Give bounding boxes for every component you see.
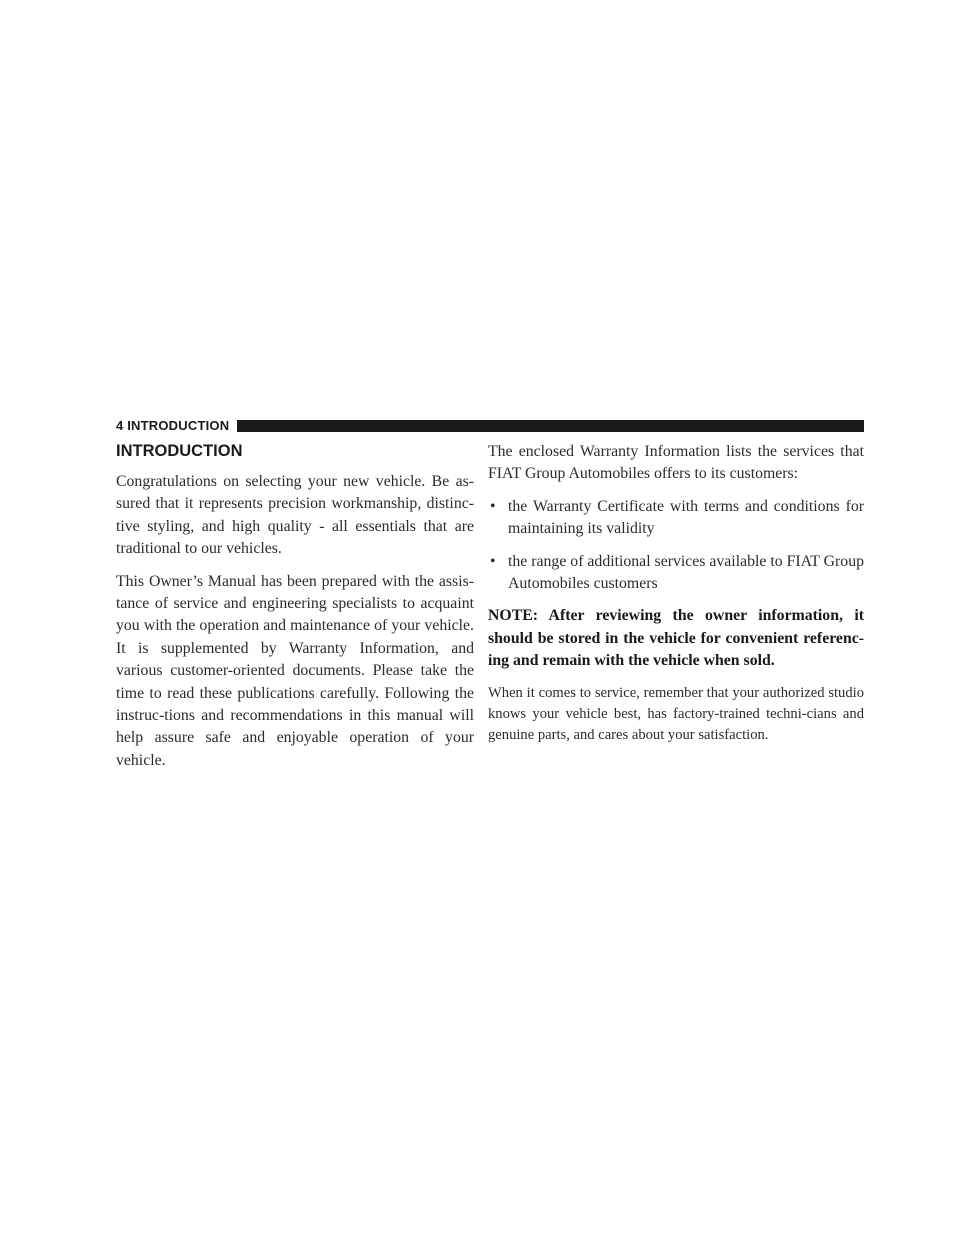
page-number-section-label: 4 INTRODUCTION xyxy=(116,418,230,433)
warranty-list xyxy=(488,496,864,596)
paragraph-warranty-intro: The enclosed Warranty Information lists the services that FIAT Group Automobiles offers to its customers: xyxy=(488,443,864,483)
section-title: INTRODUCTION xyxy=(116,442,243,460)
list-item xyxy=(488,496,864,541)
list-item-text: the range of additional services available to FIAT Group Automobiles customers xyxy=(508,552,864,593)
left-column xyxy=(116,441,474,782)
bullet-icon: • xyxy=(490,497,496,515)
note-paragraph: NOTE: After reviewing the owner information, it should be stored in the vehicle for convenient referenc-ing and remain with the vehicle when sold. xyxy=(488,607,864,670)
list-item-text: the Warranty Certificate with terms and conditions for maintaining its validity xyxy=(508,497,864,538)
right-column xyxy=(488,441,864,756)
bullet-icon: • xyxy=(490,552,496,570)
page-header xyxy=(116,419,864,433)
list-item xyxy=(488,551,864,596)
paragraph-owners-manual: This Owner’s Manual has been prepared with the assis-tance of service and engineering specialists to acquaint you with the operation and maintenance of your vehicle. It is supplemented by Warranty Information, and various customer-oriented documents. Please take the time to read these publications carefully. Following the instruc-tions and recommendations in this manual will help assure safe and enjoyable operation of your vehicle. xyxy=(116,572,474,769)
paragraph-congratulations: Congratulations on selecting your new vehicle. Be as-sured that it represents precision workmanship, distinc-tive styling, and high quality - all essentials that are traditional to our vehicles. xyxy=(116,473,474,558)
paragraph-service: When it comes to service, remember that your authorized studio knows your vehicle best, has factory-trained techni-cians and genuine parts, and cares about your satisfaction. xyxy=(488,684,864,743)
header-rule xyxy=(237,420,864,432)
